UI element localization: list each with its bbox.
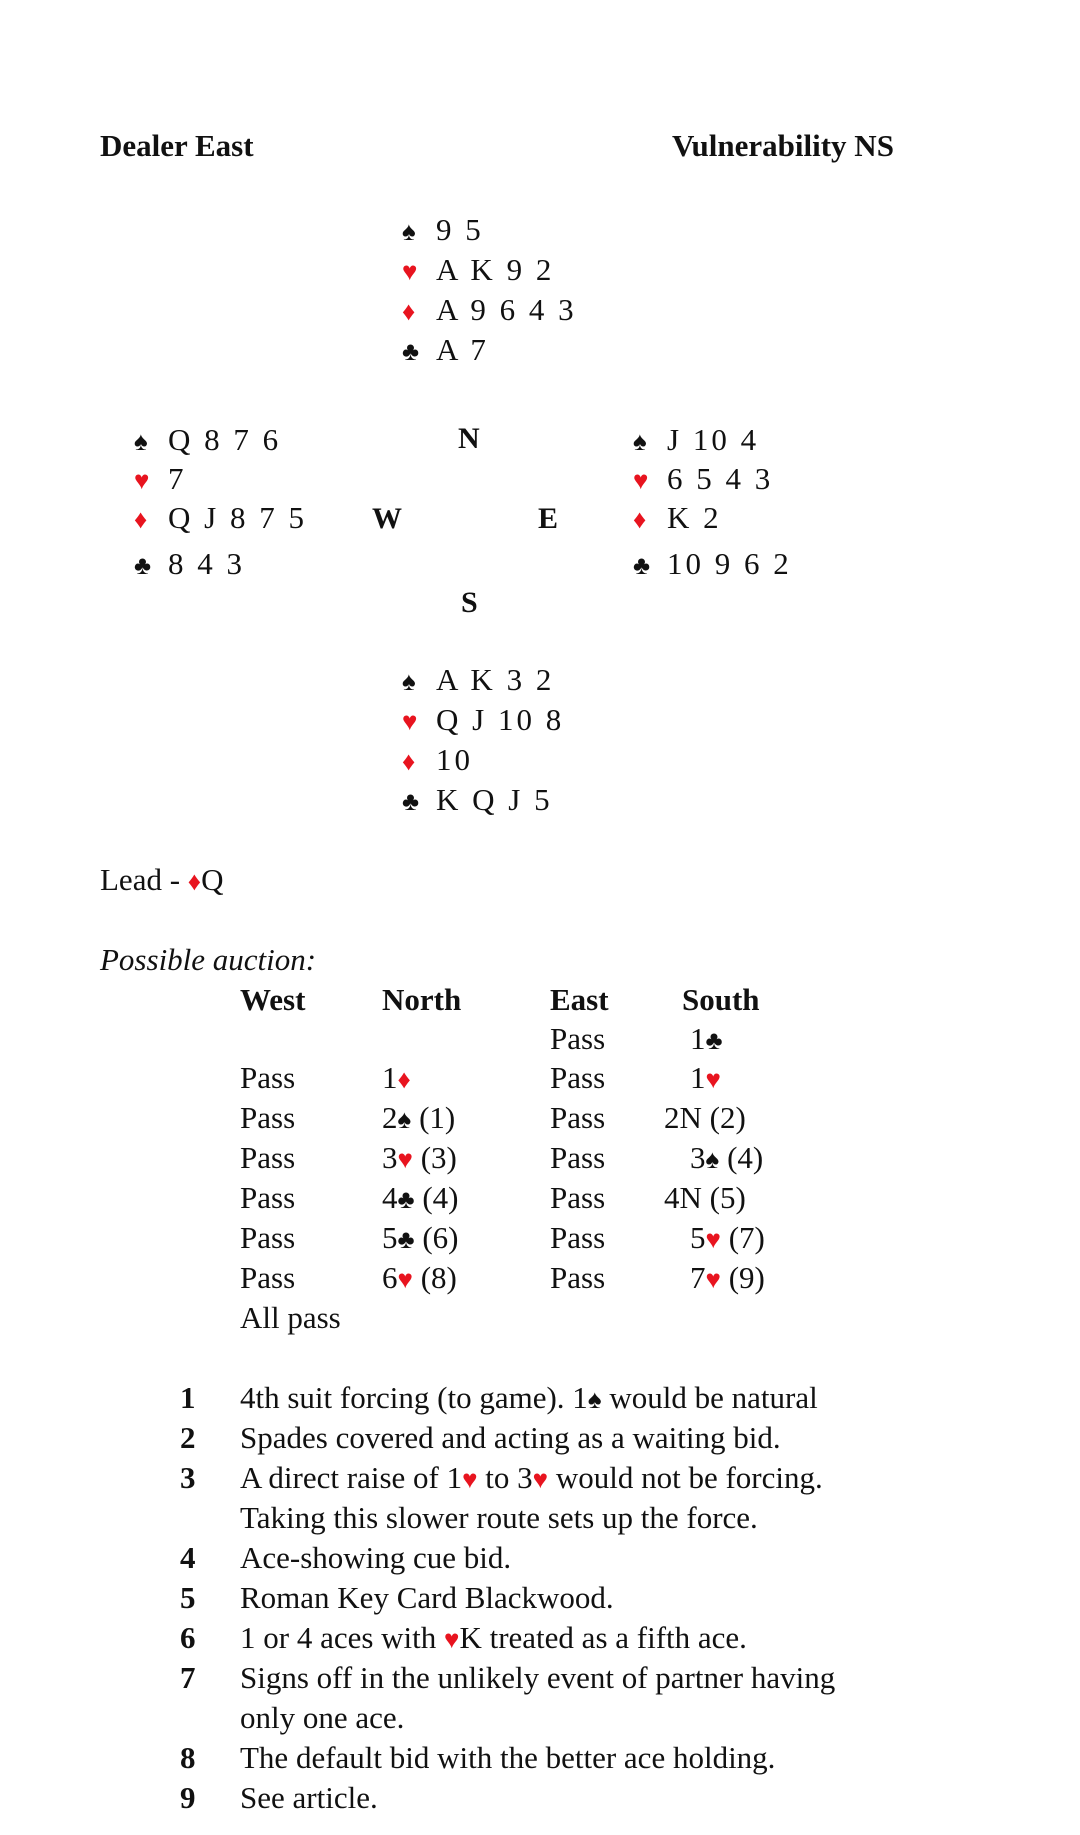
footnote-text: A direct raise of 1♥ to 3♥ would not be forcing. <box>240 1460 823 1495</box>
south-hearts <box>402 702 564 742</box>
diamond-icon: ♦ <box>134 505 151 534</box>
south-hand <box>402 662 564 822</box>
auction-bid <box>382 1220 458 1256</box>
spade-icon: ♠ <box>633 427 650 456</box>
east-diamonds-cards: K 2 <box>667 500 722 535</box>
footnote-number: 3 <box>180 1460 196 1495</box>
bid-note: (8) <box>412 1260 457 1295</box>
opening-lead <box>100 862 223 898</box>
east-hearts <box>633 461 792 500</box>
east-spades-cards: J 10 4 <box>667 422 760 457</box>
spade-icon: ♠ <box>705 1145 720 1174</box>
auction-bid <box>690 1220 765 1256</box>
spade-icon: ♠ <box>134 427 151 456</box>
south-diamonds-cards: 10 <box>436 742 473 777</box>
bid-level: 1 <box>690 1021 706 1056</box>
north-hand <box>402 212 577 372</box>
auction-bid: Pass <box>240 1100 296 1135</box>
club-icon: ♣ <box>402 337 423 366</box>
footnote-text: The default bid with the better ace holding. <box>240 1740 776 1775</box>
auction-bid <box>382 1140 457 1176</box>
west-spades <box>134 422 307 461</box>
footnote-text: See article. <box>240 1780 378 1815</box>
auction-bid: Pass <box>240 1220 296 1255</box>
diamond-icon: ♦ <box>397 1065 411 1094</box>
heart-icon: ♥ <box>705 1065 721 1094</box>
footnote-text: Spades covered and acting as a waiting bid. <box>240 1420 781 1455</box>
heart-icon: ♥ <box>462 1465 478 1494</box>
auction-bid <box>664 1180 746 1216</box>
vulnerability-label: Vulnerability NS <box>672 128 894 163</box>
bid-note: (4) <box>719 1140 764 1175</box>
footnote-number: 4 <box>180 1540 196 1575</box>
auction-bid: Pass <box>240 1180 296 1215</box>
west-hand <box>134 422 307 586</box>
club-icon: ♣ <box>397 1185 415 1214</box>
footnote-number: 8 <box>180 1740 196 1775</box>
bid-note: (9) <box>720 1260 765 1295</box>
east-hand <box>633 422 792 586</box>
south-diamonds <box>402 742 564 782</box>
auction-bid: Pass <box>240 1260 296 1295</box>
heart-icon: ♥ <box>444 1625 460 1654</box>
auction-header-south: South <box>682 982 760 1017</box>
diamond-icon: ♦ <box>633 505 650 534</box>
bid-level: 4N <box>664 1180 702 1215</box>
spade-icon: ♠ <box>397 1105 412 1134</box>
west-hearts <box>134 461 307 500</box>
bid-level: 6 <box>382 1260 398 1295</box>
auction-bid <box>382 1060 411 1096</box>
north-spades-cards: 9 5 <box>436 212 484 247</box>
club-icon: ♣ <box>134 551 155 580</box>
lead-card: Q <box>201 862 224 897</box>
spade-icon: ♠ <box>587 1385 602 1414</box>
heart-icon: ♥ <box>532 1465 549 1494</box>
bid-level: 1 <box>382 1060 398 1095</box>
heart-icon: ♥ <box>705 1225 721 1254</box>
bid-level: 5 <box>382 1220 398 1255</box>
bid-note: (2) <box>701 1100 746 1135</box>
auction-header-north: North <box>382 982 462 1017</box>
compass-west: W <box>372 502 402 535</box>
footnote-number: 2 <box>180 1420 196 1455</box>
bid-level: 4 <box>382 1180 398 1215</box>
footnote-text: 1 or 4 aces with ♥K treated as a fifth ace. <box>240 1620 747 1655</box>
auction-bid <box>382 1100 455 1136</box>
east-hearts-cards: 6 5 4 3 <box>667 461 774 496</box>
footnote-number: 1 <box>180 1380 196 1415</box>
south-clubs-cards: K Q J 5 <box>436 782 553 817</box>
auction-header-west: West <box>240 982 306 1017</box>
north-diamonds <box>402 292 577 332</box>
footnote-text-continued: Taking this slower route sets up the force. <box>240 1500 758 1535</box>
compass-east: E <box>538 502 559 535</box>
spade-icon: ♠ <box>402 217 419 246</box>
auction-bid <box>690 1140 763 1176</box>
north-hearts <box>402 252 577 292</box>
south-spades <box>402 662 564 702</box>
bid-note: (3) <box>412 1140 457 1175</box>
auction-bid: Pass <box>550 1180 606 1215</box>
footnote-number: 7 <box>180 1660 196 1695</box>
west-diamonds-cards: Q J 8 7 5 <box>168 500 307 535</box>
west-diamonds <box>134 500 307 546</box>
north-clubs <box>402 332 577 372</box>
south-hearts-cards: Q J 10 8 <box>436 702 565 737</box>
bid-note: (4) <box>414 1180 459 1215</box>
bid-note: (1) <box>411 1100 456 1135</box>
footnote-number: 6 <box>180 1620 196 1655</box>
east-diamonds <box>633 500 792 546</box>
bid-level: 3 <box>690 1140 706 1175</box>
auction-bid: Pass <box>550 1220 606 1255</box>
club-icon: ♣ <box>633 551 654 580</box>
north-clubs-cards: A 7 <box>436 332 489 367</box>
heart-icon: ♥ <box>397 1265 413 1294</box>
footnote-number: 9 <box>180 1780 196 1815</box>
auction-bid: Pass <box>240 1060 296 1095</box>
west-clubs-cards: 8 4 3 <box>168 546 245 581</box>
heart-icon: ♥ <box>402 707 421 736</box>
auction-bid: Pass <box>240 1140 296 1175</box>
east-spades <box>633 422 792 461</box>
footnote-text: Roman Key Card Blackwood. <box>240 1580 614 1615</box>
diamond-icon: ♦ <box>402 297 419 326</box>
north-hearts-cards: A K 9 2 <box>436 252 555 287</box>
footnote-text: 4th suit forcing (to game). 1♠ would be natural <box>240 1380 818 1415</box>
auction-bid: Pass <box>550 1260 606 1295</box>
auction-bid <box>664 1100 746 1136</box>
auction-header-east: East <box>550 982 609 1017</box>
auction-bid <box>382 1180 458 1216</box>
south-clubs <box>402 782 564 822</box>
club-icon: ♣ <box>402 787 423 816</box>
footnote-number: 5 <box>180 1580 196 1615</box>
west-hearts-cards: 7 <box>168 461 187 496</box>
auction-title: Possible auction: <box>100 942 317 977</box>
north-spades <box>402 212 577 252</box>
bid-note: (6) <box>414 1220 459 1255</box>
club-icon: ♣ <box>397 1225 415 1254</box>
footnote-text: Signs off in the unlikely event of partner having <box>240 1660 836 1695</box>
diamond-icon: ♦ <box>402 747 419 776</box>
auction-bid: Pass <box>550 1060 606 1095</box>
diamond-icon: ♦ <box>187 867 202 896</box>
bid-level: 1 <box>690 1060 706 1095</box>
east-clubs-cards: 10 9 6 2 <box>667 546 792 581</box>
heart-icon: ♥ <box>402 257 421 286</box>
auction-bid <box>690 1021 723 1057</box>
auction-bid <box>690 1060 721 1096</box>
heart-icon: ♥ <box>134 466 153 495</box>
west-spades-cards: Q 8 7 6 <box>168 422 282 457</box>
north-diamonds-cards: A 9 6 4 3 <box>436 292 577 327</box>
bid-level: 2N <box>664 1100 702 1135</box>
compass-north: N <box>458 422 480 455</box>
heart-icon: ♥ <box>705 1265 721 1294</box>
auction-bid: Pass <box>550 1140 606 1175</box>
bid-level: 7 <box>690 1260 706 1295</box>
heart-icon: ♥ <box>397 1145 413 1174</box>
compass-south: S <box>461 586 478 619</box>
bid-level: 3 <box>382 1140 398 1175</box>
footnote-text: Ace-showing cue bid. <box>240 1540 512 1575</box>
dealer-label: Dealer East <box>100 128 254 163</box>
west-clubs <box>134 546 307 586</box>
auction-bid <box>382 1260 457 1296</box>
bid-note: (5) <box>701 1180 746 1215</box>
lead-prefix: Lead - <box>100 862 188 897</box>
bid-note: (7) <box>720 1220 765 1255</box>
heart-icon: ♥ <box>633 466 652 495</box>
bid-level: 5 <box>690 1220 706 1255</box>
auction-bid <box>690 1260 765 1296</box>
auction-bid: Pass <box>550 1021 606 1056</box>
bid-level: 2 <box>382 1100 398 1135</box>
club-icon: ♣ <box>705 1026 723 1055</box>
spade-icon: ♠ <box>402 667 419 696</box>
east-clubs <box>633 546 792 586</box>
south-spades-cards: A K 3 2 <box>436 662 555 697</box>
footnote-text-continued: only one ace. <box>240 1700 405 1735</box>
auction-bid: Pass <box>550 1100 606 1135</box>
auction-final: All pass <box>240 1300 341 1335</box>
